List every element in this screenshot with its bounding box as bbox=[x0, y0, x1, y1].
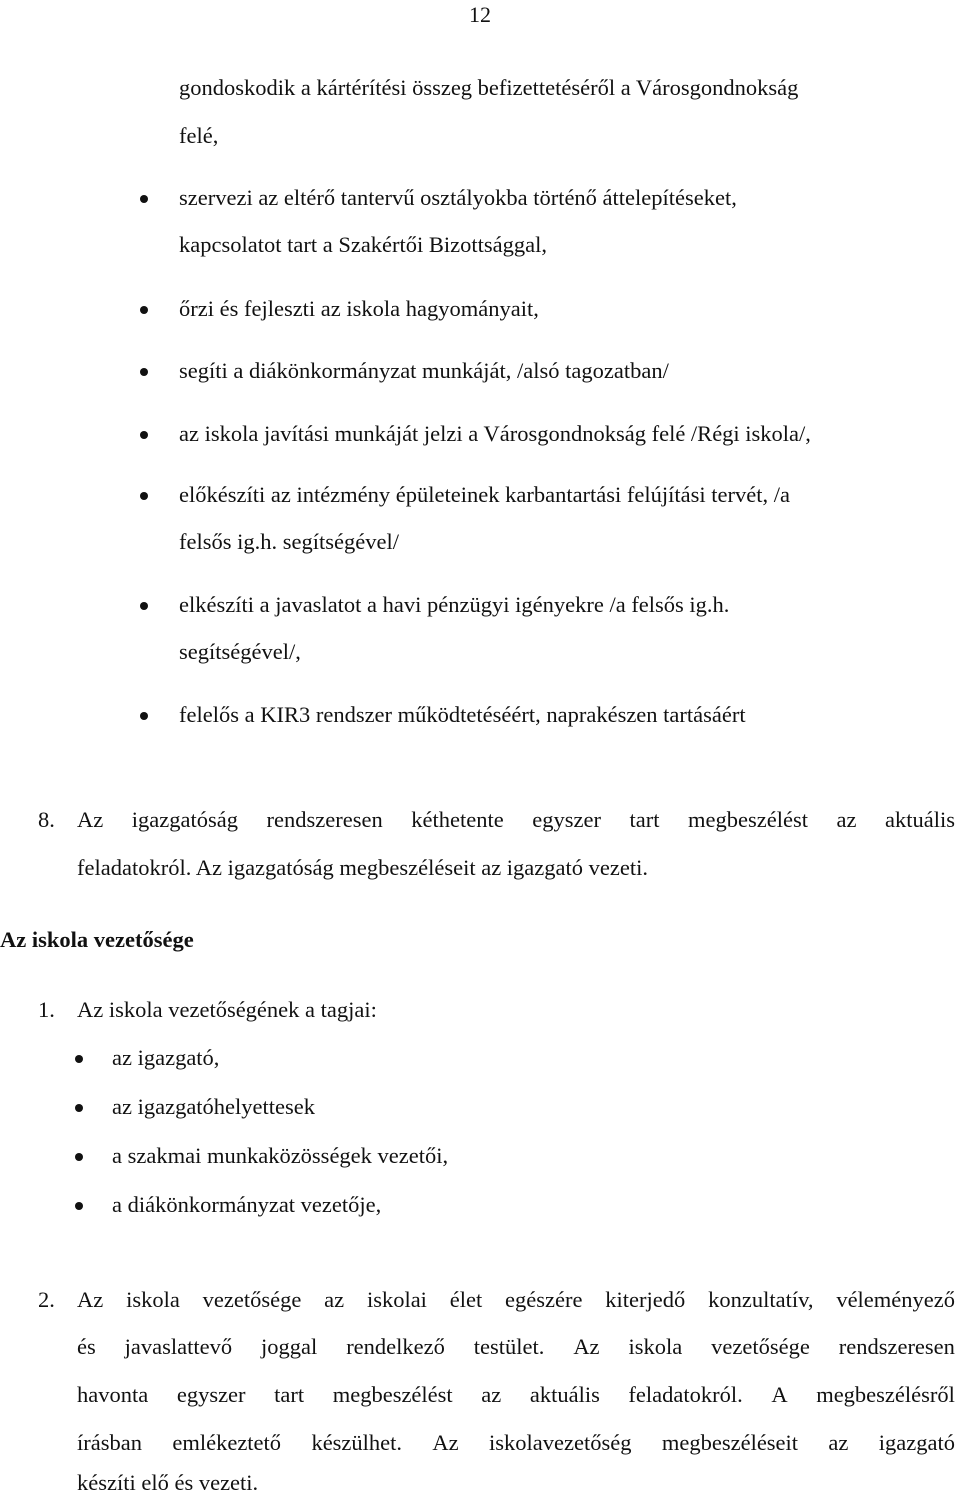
section-number: 1. bbox=[38, 997, 55, 1022]
section8-line1 bbox=[77, 805, 955, 835]
section1-text: Az iskola vezetőségének a tagjai: bbox=[77, 997, 377, 1022]
word: megbeszélésről bbox=[816, 1382, 955, 1407]
section-number: 2. bbox=[38, 1287, 55, 1312]
list-item: előkészíti az intézmény épületeinek karbantartási felújítási tervét, /a bbox=[179, 482, 790, 507]
list-item: az igazgatóhelyettesek bbox=[112, 1094, 316, 1119]
bullet-icon bbox=[75, 1153, 83, 1161]
word: megbeszélést bbox=[332, 1382, 453, 1407]
list-item: elkészíti a javaslatot a havi pénzügyi igényekre /a felsős ig.h. bbox=[179, 592, 730, 617]
word: megbeszéléseit bbox=[661, 1430, 799, 1455]
list-continuation-line: gondoskodik a kártérítési összeg befizettetéséről a Városgondnokság bbox=[179, 75, 799, 100]
word: emlékeztető bbox=[172, 1430, 282, 1455]
word: vezetősége bbox=[202, 1287, 302, 1312]
word: konzultatív, bbox=[708, 1287, 814, 1312]
page-number: 12 bbox=[469, 2, 491, 27]
word: Az bbox=[432, 1430, 459, 1455]
list-item: a szakmai munkaközösségek vezetői, bbox=[112, 1143, 449, 1168]
list-item: segíti a diákönkormányzat munkáját, /alsó tagozatban/ bbox=[179, 358, 669, 383]
bullet-icon bbox=[140, 306, 148, 314]
list-item: az igazgató, bbox=[112, 1045, 220, 1070]
word: testület. bbox=[473, 1334, 545, 1359]
word: egyszer bbox=[176, 1382, 246, 1407]
word: készülhet. bbox=[311, 1430, 403, 1455]
word: írásban bbox=[77, 1430, 142, 1455]
list-item: felelős a KIR3 rendszer működtetéséért, naprakészen tartásáért bbox=[179, 702, 746, 727]
word: egészére bbox=[505, 1287, 583, 1312]
word: élet bbox=[449, 1287, 483, 1312]
word: aktuális bbox=[529, 1382, 600, 1407]
bullet-icon bbox=[140, 368, 148, 376]
word: iskola bbox=[628, 1334, 683, 1359]
word: aktuális bbox=[885, 807, 955, 832]
section2-line bbox=[77, 1285, 955, 1315]
list-item: a diákönkormányzat vezetője, bbox=[112, 1192, 382, 1217]
section2-line bbox=[77, 1380, 955, 1410]
word: feladatokról. bbox=[628, 1382, 743, 1407]
word: havonta bbox=[77, 1382, 149, 1407]
word: tart bbox=[274, 1382, 305, 1407]
section-number: 8. bbox=[38, 807, 55, 832]
word: egyszer bbox=[532, 807, 601, 832]
section2-line bbox=[77, 1428, 955, 1458]
word: iskolai bbox=[366, 1287, 427, 1312]
word: az bbox=[836, 807, 857, 832]
word: kiterjedő bbox=[605, 1287, 686, 1312]
word: Az bbox=[77, 807, 104, 832]
word: Az bbox=[77, 1287, 104, 1312]
word: tart bbox=[629, 807, 660, 832]
word: és bbox=[77, 1334, 96, 1359]
bullet-icon bbox=[140, 492, 148, 500]
bullet-icon bbox=[140, 602, 148, 610]
section-heading: Az iskola vezetősége bbox=[0, 927, 194, 952]
word: iskola bbox=[126, 1287, 180, 1312]
list-item: szervezi az eltérő tantervű osztályokba történő áttelepítéseket, bbox=[179, 185, 737, 210]
list-item: őrzi és fejleszti az iskola hagyományait, bbox=[179, 296, 539, 321]
word: az bbox=[481, 1382, 502, 1407]
list-item-continuation: felsős ig.h. segítségével/ bbox=[179, 529, 399, 554]
word: rendszeresen bbox=[266, 807, 383, 832]
bullet-icon bbox=[75, 1055, 83, 1063]
list-item-continuation: segítségével/, bbox=[179, 639, 301, 664]
section8-line2: feladatokról. Az igazgatóság megbeszéléseit az igazgató vezeti. bbox=[77, 855, 648, 880]
word: A bbox=[771, 1382, 788, 1407]
word: javaslattevő bbox=[124, 1334, 233, 1359]
word: az bbox=[324, 1287, 345, 1312]
bullet-icon bbox=[75, 1202, 83, 1210]
list-item: az iskola javítási munkáját jelzi a Városgondnokság felé /Régi iskola/, bbox=[179, 421, 811, 446]
word: igazgató bbox=[878, 1430, 955, 1455]
word: véleményező bbox=[836, 1287, 955, 1312]
word: Az bbox=[573, 1334, 600, 1359]
word: megbeszélést bbox=[688, 807, 808, 832]
word: az bbox=[828, 1430, 849, 1455]
list-item-continuation: kapcsolatot tart a Szakértői Bizottsággal, bbox=[179, 232, 548, 257]
word: rendszeresen bbox=[838, 1334, 955, 1359]
word: vezetősége bbox=[711, 1334, 810, 1359]
word: rendelkező bbox=[346, 1334, 445, 1359]
bullet-icon bbox=[140, 431, 148, 439]
word: joggal bbox=[261, 1334, 318, 1359]
bullet-icon bbox=[140, 195, 148, 203]
section2-last-line: készíti elő és vezeti. bbox=[77, 1470, 259, 1495]
word: kéthetente bbox=[411, 807, 504, 832]
word: iskolavezetőség bbox=[489, 1430, 632, 1455]
word: igazgatóság bbox=[131, 807, 238, 832]
section2-line bbox=[77, 1332, 955, 1362]
bullet-icon bbox=[75, 1104, 83, 1112]
bullet-icon bbox=[140, 712, 148, 720]
list-continuation-line: felé, bbox=[179, 123, 219, 148]
